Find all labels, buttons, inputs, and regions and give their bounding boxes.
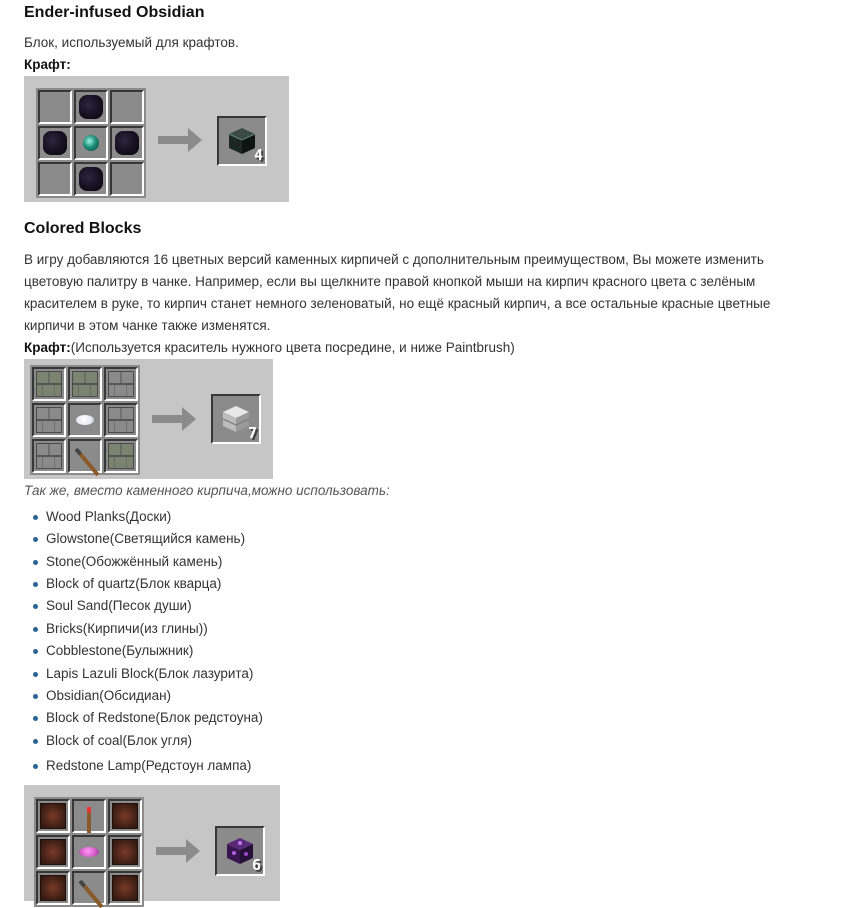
list-item: Lapis Lazuli Block(Блок лазурита) xyxy=(24,665,253,683)
purple-lamp-block-icon xyxy=(225,836,255,866)
grid-slot-obsidian xyxy=(74,162,108,196)
mossy-stone-brick-icon xyxy=(36,371,62,397)
magenta-dye-icon xyxy=(79,847,99,857)
grid-slot-stone-brick xyxy=(104,439,138,473)
redstone-lamp-icon xyxy=(112,839,138,865)
white-brick-block-icon xyxy=(221,404,251,434)
section-description: Блок, используемый для крафтов. xyxy=(24,35,239,50)
grid-slot-redstone-lamp xyxy=(108,799,142,833)
grid-slot-stone-brick xyxy=(32,403,66,437)
grid-slot-paintbrush xyxy=(68,439,102,473)
grid-slot-redstone-lamp xyxy=(36,871,70,905)
list-item: Wood Planks(Доски) xyxy=(24,508,171,526)
grid-slot-redstone-lamp xyxy=(36,835,70,869)
redstone-torch-icon xyxy=(87,807,91,833)
obsidian-icon xyxy=(79,167,103,191)
list-item: Block of Redstone(Блок редстоуна) xyxy=(24,709,263,727)
grid-slot-stone-brick xyxy=(104,403,138,437)
grid-slot-dye xyxy=(68,403,102,437)
paragraph-line-1: В игру добавляются 16 цветных версий каменных кирпичей с дополнительным преимуществом, Вы можете изменить xyxy=(24,252,764,267)
section-title-ender-obsidian: Ender-infused Obsidian xyxy=(24,4,205,21)
paragraph-line-2: цветовую палитру в чанке. Например, если вы щелкните правой кнопкой мыши на кирпич красного цвета с зелёным xyxy=(24,274,756,289)
grid-slot-torch xyxy=(72,799,106,833)
grid-slot-stone-brick xyxy=(32,439,66,473)
redstone-lamp-icon xyxy=(112,803,138,829)
stone-brick-icon xyxy=(36,443,62,469)
redstone-lamp-icon xyxy=(40,875,66,901)
list-item: Block of coal(Блок угля) xyxy=(24,732,192,750)
craft-label: Крафт: xyxy=(24,340,71,355)
section-title-colored-blocks: Colored Blocks xyxy=(24,220,142,237)
list-item: Redstone Lamp(Редстоун лампа) xyxy=(24,757,251,775)
list-item: Bricks(Кирпичи(из глины)) xyxy=(24,620,208,638)
grid-slot-stone-brick xyxy=(68,367,102,401)
grid-slot-stone-brick xyxy=(32,367,66,401)
stone-brick-icon xyxy=(108,407,134,433)
crafting-grid xyxy=(30,365,140,475)
ender-pearl-icon xyxy=(83,135,99,151)
output-slot xyxy=(217,116,267,166)
alt-materials-note: Так же, вместо каменного кирпича,можно использовать: xyxy=(24,483,390,498)
grid-slot-redstone-lamp xyxy=(108,835,142,869)
list-item: Soul Sand(Песок души) xyxy=(24,597,192,615)
crafting-grid xyxy=(36,88,146,198)
grid-slot-empty xyxy=(38,162,72,196)
paintbrush-icon xyxy=(79,880,104,908)
grid-slot-ender-pearl xyxy=(74,126,108,160)
crafting-grid xyxy=(34,797,144,907)
grid-slot-empty xyxy=(110,162,144,196)
obsidian-icon xyxy=(79,95,103,119)
crafting-recipe-ender-obsidian xyxy=(24,76,289,202)
white-dye-icon xyxy=(76,415,94,425)
redstone-lamp-icon xyxy=(112,875,138,901)
stone-brick-icon xyxy=(36,407,62,433)
craft-line xyxy=(24,337,515,359)
list-item: Block of quartz(Блок кварца) xyxy=(24,575,221,593)
list-item: Cobblestone(Булыжник) xyxy=(24,642,193,660)
paragraph-line-4: кирпичи в этом чанке также изменятся. xyxy=(24,318,271,333)
grid-slot-redstone-lamp xyxy=(36,799,70,833)
craft-note: (Используется краситель нужного цвета посредине, и ниже Paintbrush) xyxy=(70,340,515,355)
list-item: Stone(Обожжённый камень) xyxy=(24,553,222,571)
grid-slot-obsidian xyxy=(38,126,72,160)
output-count: 4 xyxy=(253,146,263,164)
obsidian-icon xyxy=(115,131,139,155)
redstone-lamp-icon xyxy=(40,803,66,829)
arrow-right-icon xyxy=(158,126,204,154)
ender-obsidian-block-icon xyxy=(227,126,257,156)
grid-slot-obsidian xyxy=(110,126,144,160)
grid-slot-stone-brick xyxy=(104,367,138,401)
output-count: 6 xyxy=(251,856,261,874)
mossy-stone-brick-icon xyxy=(72,371,98,397)
crafting-recipe-colored-blocks xyxy=(24,359,273,479)
paintbrush-icon xyxy=(75,448,100,477)
grid-slot-redstone-lamp xyxy=(108,871,142,905)
list-item: Obsidian(Обсидиан) xyxy=(24,687,171,705)
mossy-stone-brick-icon xyxy=(108,443,134,469)
stone-brick-icon xyxy=(108,371,134,397)
output-slot xyxy=(211,394,261,444)
grid-slot-paintbrush xyxy=(72,871,106,905)
paragraph-line-3: красителем в руке, то кирпич станет немного зеленоватый, но ещё красный кирпич, а все остальные красные цветные xyxy=(24,296,771,311)
crafting-recipe-redstone-lamp xyxy=(24,785,280,901)
obsidian-icon xyxy=(43,131,67,155)
output-slot xyxy=(215,826,265,876)
craft-label: Крафт: xyxy=(24,57,71,72)
output-count: 7 xyxy=(247,424,257,442)
grid-slot-empty xyxy=(38,90,72,124)
grid-slot-dye xyxy=(72,835,106,869)
arrow-right-icon xyxy=(156,837,202,865)
arrow-right-icon xyxy=(152,405,198,433)
list-item: Glowstone(Светящийся камень) xyxy=(24,530,245,548)
grid-slot-empty xyxy=(110,90,144,124)
grid-slot-obsidian xyxy=(74,90,108,124)
redstone-lamp-icon xyxy=(40,839,66,865)
